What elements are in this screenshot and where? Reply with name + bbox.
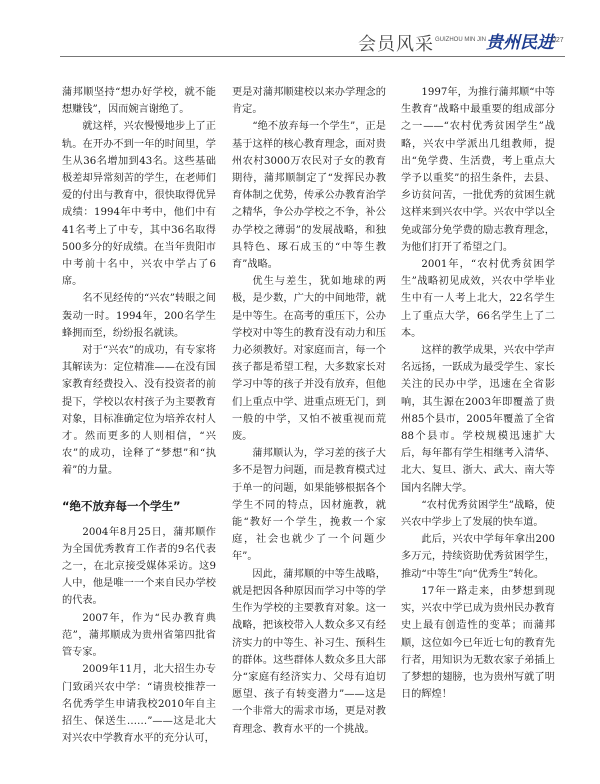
paragraph: 蒲邦顺坚持“想办好学校，就不能想赚钱”，因而婉言谢绝了。 — [62, 87, 216, 116]
section-title: 会员风采 — [358, 34, 434, 55]
header-divider — [60, 56, 565, 57]
paragraph: 1997年，为推行蒲邦顺“中等生教育”战略中最重要的组成部分之一——“农村优秀贫困学生”战略，兴农中学派出几组教师，提出“免学费、生活费，考上重点大学予以重奖”的招生条件，去县、乡访贫问苦，一批优秀的贫困生就这样来到兴农中学。兴农中学以全免或部分免学费的励志教育理念，为他们打开了希望之门。 — [401, 87, 555, 253]
paragraph: 此后，兴农中学每年拿出200多万元，持续资助优秀贫困学生，推动“中等生”向“优秀生”转化。 — [401, 534, 555, 580]
paragraph: “绝不放弃每一个学生”，正是基于这样的核心教育理念，面对贵州农村3000万农民对子女的教育期待，蒲邦顺制定了“发挥民办教育体制之优势，传承公办教育治学之精华，争公办学校之不争，补公办学校之薄弱”的发展战略，和独具特色、琢石成玉的“中等生教育”战略。 — [232, 121, 386, 271]
paragraph: 蒲邦顺认为，学习差的孩子大多不是智力问题，而是教育模式过于单一的问题，如果能够根据各个学生不同的特点，因材施教，就能“教好一个学生，挽救一个家庭，社会也就少了一个问题少年”。 — [232, 448, 386, 563]
paragraph: “农村优秀贫困学生”战略，使兴农中学步上了发展的快车道。 — [401, 499, 555, 529]
page-header — [0, 0, 600, 60]
paragraph: 对于“兴农”的成功，有专家将其解读为：定位精准——在没有国家教育经费投入、没有投资者的前提下，学校以农村孩子为主要教育对象，目标准确定位为培养农村人才。然而更多的人则相信，“兴农”的成功，诠释了“梦想”和“执着”的力量。 — [62, 345, 216, 477]
paragraph: 因此，蒲邦顺的中等生战略，就是把因各种原因而学习中等的学生作为学校的主要教育对象。这一战略，把该校带入人数众多又有经济实力的中等生、补习生、预科生的群体。这些群体人数众多且大部分“家庭有经济实力、父母有迫切愿望、孩子有转变潜力”——这是一个非常大的需求市场，更是对教育理念、教育水平的一个挑战。 — [232, 568, 386, 735]
paragraph: 名不见经传的“兴农”转眼之间轰动一时。1994年，200名学生蜂拥而至，纷纷报名就读。 — [62, 293, 216, 339]
paragraph: 更是对蒲邦顺建校以来办学理念的肯定。 — [232, 87, 386, 116]
magazine-logo: 贵州民进 — [486, 33, 554, 53]
paragraph: 2001年，“农村优秀贫困学生”战略初见成效，兴农中学毕业生中有一人考上北大，22名学生上了重点大学，66名学生上了二本。 — [401, 259, 555, 339]
paragraph: 2009年11月，北大招生办专门致函兴农中学：“请贵校推荐一名优秀学生申请我校2010年自主招生、保送生……”——这是北大对兴农中学教育水平的充分认可， — [62, 664, 216, 745]
paragraph: 2007年，作为“民办教育典范”，蒲邦顺成为贵州省第四批省管专家。 — [62, 612, 216, 659]
article-column-1 — [62, 84, 216, 747]
paragraph: 这样的教学成果，兴农中学声名远扬，一跃成为最受学生、家长关注的民办中学，迅速在全省影响，其生源在2003年即覆盖了贵州85个县市，2005年覆盖了全省88个县市。学校规模迅速扩大后，每年都有学生相继考入清华、北大、复旦、浙大、武大、南大等国内名牌大学。 — [401, 345, 555, 494]
magazine-english-name: GUIZHOU MIN JIN — [435, 37, 486, 43]
article-column-3 — [401, 84, 555, 703]
paragraph: 优生与差生，犹如地球的两极，是少数，广大的中间地带，就是中等生。在高考的重压下，公办学校对中等生的教育没有动力和压力必须教好。对家庭而言，每一个孩子都是希望工程，大多数家长对学习中等的孩子并没有放弃，但他们上重点中学、进重点班无门，到一般的中学，又怕不被重视而荒废。 — [232, 276, 386, 443]
paragraph: 2004年8月25日，蒲邦顺作为全国优秀教育工作者的9名代表之一，在北京接受媒体采访。这9人中，他是唯一一个来自民办学校的代表。 — [62, 526, 216, 607]
article-column-2 — [232, 84, 386, 738]
page-number: 027 — [552, 37, 564, 44]
paragraph: 17年一路走来，由梦想到现实，兴农中学已成为贵州民办教育史上最有创造性的变革；而蒲邦顺，这位如今已年近七旬的教育先行者，用知识为无数农家子弟插上了梦想的翅膀，也为贵州写就了明日的辉煌！ — [401, 585, 555, 701]
subheading: “绝不放弃每一个学生” — [62, 498, 181, 513]
paragraph: 就这样，兴农慢慢地步上了正轨。在开办不到一年的时间里，学生从36名增加到43名。这些基础极差却异常刻苦的学生，在老师们爱的付出与教育中，很快取得优异成绩：1994年中考中，他们中有41名考上了中专，其中36名取得500多分的好成绩。在当年贵阳市中考前十名中，兴农中学占了6席。 — [62, 121, 216, 288]
